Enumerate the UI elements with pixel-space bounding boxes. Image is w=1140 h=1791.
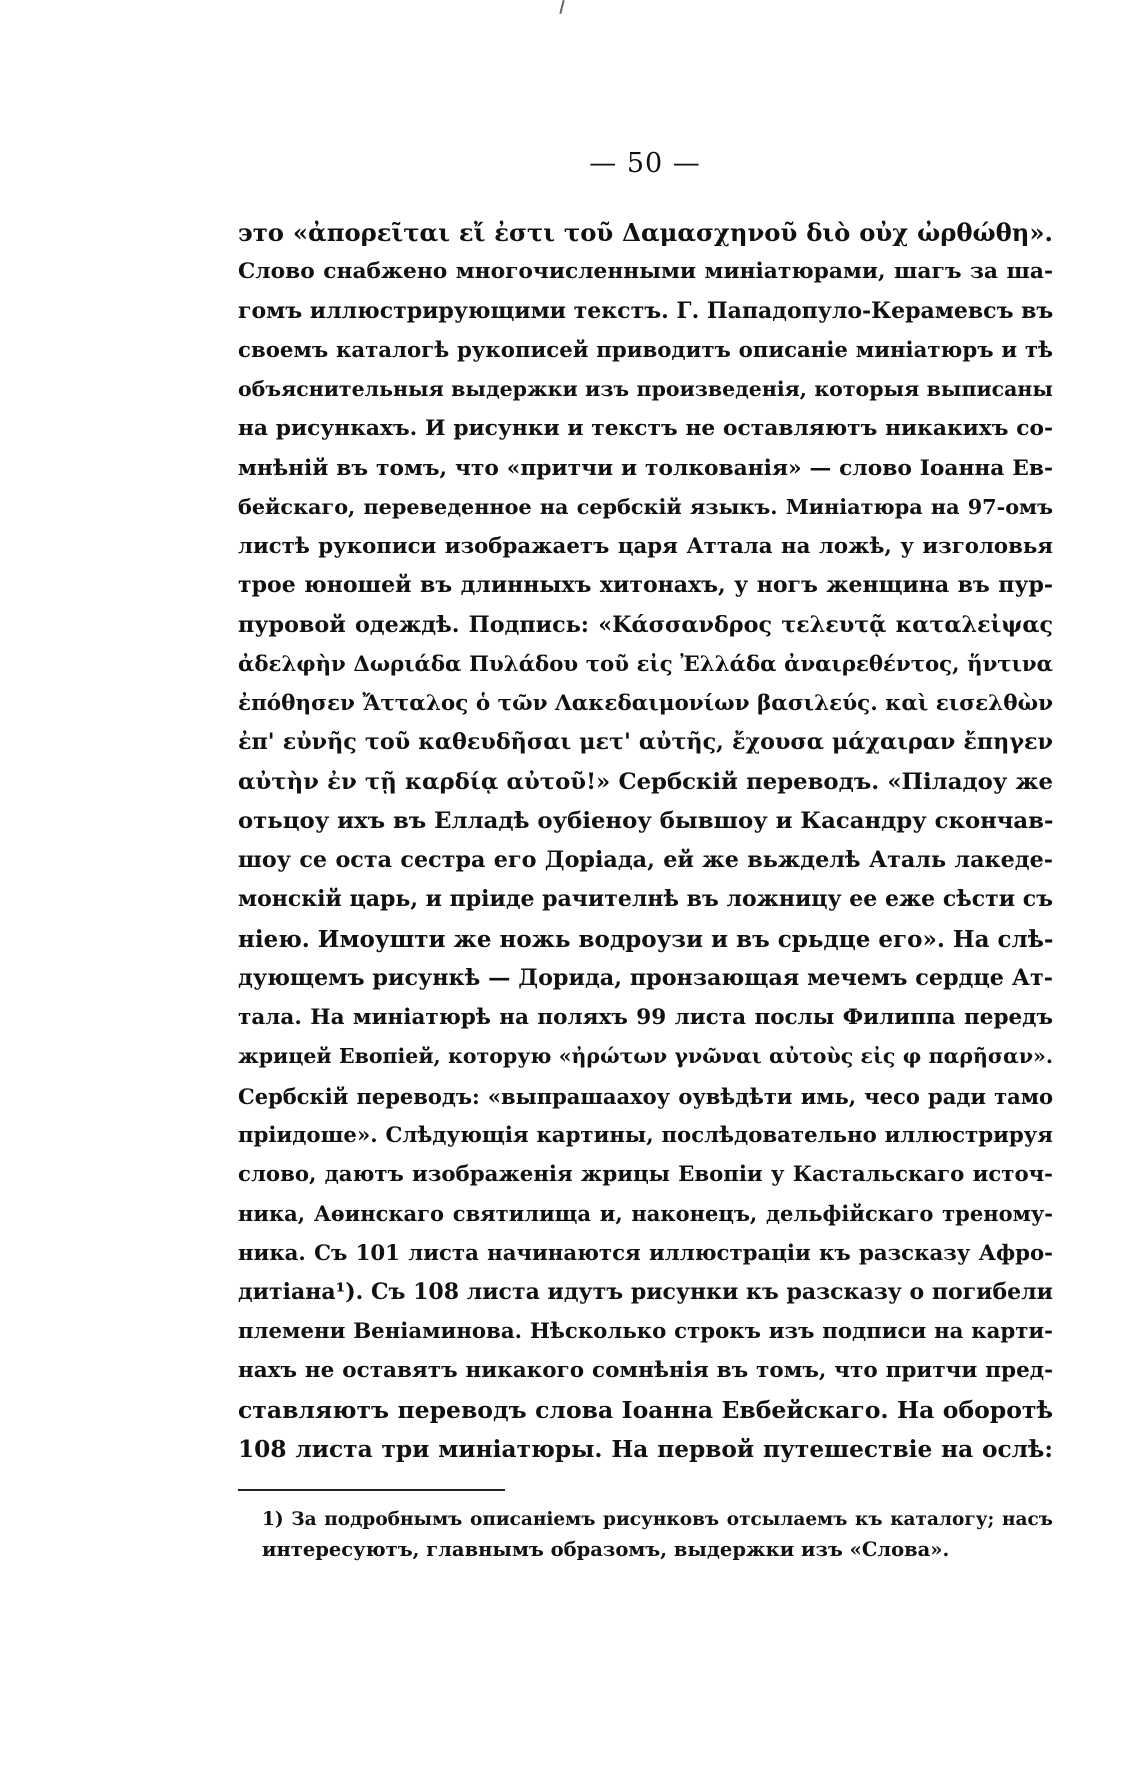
text-line: ἀδελφὴν Δωριάδα Πυλάδου τοῦ εἰς Ἐλλάδα ἀναιρεθέντος, ἥντινα: [238, 651, 1053, 677]
text-line: дующемъ рисункѣ — Дорида, пронзающая мечемъ сердце Ат-: [238, 964, 1053, 991]
text-line: своемъ каталогѣ рукописей приводитъ описаніе миніатюръ и тѣ: [238, 337, 1053, 363]
text-line: мнѣній въ томъ, что «притчи и толкованія» — слово Іоанна Ев-: [238, 455, 1053, 481]
text-line: пріидоше». Слѣдующія картины, послѣдовательно иллюстрируя: [238, 1122, 1053, 1148]
text-line: Сербскій переводъ: «выпрашаахоу оувѣдѣти имь, чесо ради тамо: [238, 1083, 1053, 1109]
text-line: 108 листа три миніатюры. На первой путешествіе на ослѣ:: [238, 1435, 1053, 1463]
text-line: ἐπόθησεν Ἄτταλος ὁ τῶν Λακεδαιμονίων βασιλεύς. καὶ εισελθὼν: [238, 691, 1053, 716]
text-line: бейскаго, переведенное на сербскій языкъ. Миніатюра на 97-омъ: [238, 494, 1053, 519]
text-line: листѣ рукописи изображаетъ царя Аттала на ложѣ, у изголовья: [238, 534, 1053, 559]
text-line: отьцоу ихъ въ Елладѣ оубіеноу бывшоу и Касандру скончав-: [238, 807, 1053, 834]
text-line: нахъ не оставятъ никакого сомнѣнія въ томъ, что притчи пред-: [238, 1358, 1053, 1384]
text-line: дитіана¹). Съ 108 листа идутъ рисунки къ разсказу о погибели: [238, 1278, 1053, 1305]
text-line: ставляютъ переводъ слова Іоанна Евбейскаго. На оборотѣ: [238, 1395, 1053, 1424]
text-line: тала. На миніатюрѣ на поляхъ 99 листа послы Филиппа передъ: [238, 1005, 1053, 1030]
text-line: шоу се оста сестра его Доріада, ей же вьжделѣ Аталь лакеде-: [238, 847, 1053, 873]
text-line: ника, Аѳинскаго святилища и, наконецъ, дельфійскаго треному-: [238, 1201, 1053, 1227]
text-line: ника. Съ 101 листа начинаются иллюстраціи къ разсказу Афро-: [238, 1240, 1053, 1266]
text-line: гомъ иллюстрирующими текстъ. Г. Пападопуло-Керамевсъ въ: [238, 297, 1053, 324]
text-line: на рисункахъ. И рисунки и текстъ не оставляютъ никакихъ со-: [238, 416, 1053, 442]
text-line: монскій царь, и пріиде рачителнѣ въ ложницу ее еже сѣсти съ: [238, 886, 1053, 913]
footnote: [262, 1505, 1053, 1565]
footnote-divider: [238, 1489, 505, 1491]
text-line: жрицей Евопіей, которую «ἠρώτων γνῶναι αὐτοὺς εἰς φ παρῆσαν».: [238, 1044, 1053, 1069]
text-line: αὐτὴν ἐν τῇ καρδίᾳ αὐτοῦ!» Сербскій переводъ. «Піладоу же: [238, 768, 1053, 795]
page-number: — 50 —: [589, 148, 701, 179]
footnote-line: интересуютъ, главнымъ образомъ, выдержки изъ «Слова».: [262, 1538, 950, 1561]
text-line: племени Веніаминова. Нѣсколько строкъ изъ подписи на карти-: [238, 1319, 1053, 1344]
text-line: Слово снабжено многочисленными миніатюрами, шагъ за ша-: [238, 259, 1053, 285]
stray-ink-mark: [559, 0, 564, 14]
text-line: пуровой одеждѣ. Подпись: «Κάσσανδρος τελευτᾷ καταλεἰψας: [238, 611, 1053, 638]
text-line: объяснительныя выдержки изъ произведенія, которыя выписаны: [238, 377, 1053, 401]
text-line: слово, даютъ изображенія жрицы Евопіи у Кастальскаго источ-: [238, 1162, 1053, 1187]
footnote-line: 1) За подробнымъ описаніемъ рисунковъ отсылаемъ къ каталогу; насъ: [262, 1509, 1053, 1530]
text-line: трое юношей въ длинныхъ хитонахъ, у ногъ женщина въ пур-: [238, 572, 1053, 599]
text-line: это «ἀπορεῖται εἴ ἐστι τοῦ Δαμασχηνοῦ διὸ οὐχ ὠρθώθη».: [238, 218, 1053, 247]
text-line: ніею. Имоушти же ножь водроузи и въ срьдце его». На слѣ-: [238, 925, 1053, 953]
main-text: [238, 213, 1053, 1469]
text-line: ἐπ' εὐνῆς τοῦ καθευδῆσαι μετ' αὐτῆς, ἔχουσα μάχαιραν ἔπηγεν: [238, 729, 1053, 756]
